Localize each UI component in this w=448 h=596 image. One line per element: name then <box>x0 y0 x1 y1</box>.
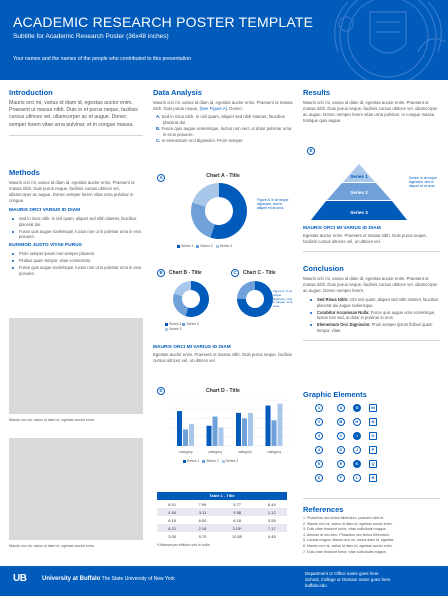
graphic-element: M <box>369 404 377 412</box>
poster-footer <box>0 566 448 596</box>
bar <box>219 428 224 446</box>
figure-marker-c: C <box>231 269 239 277</box>
methods-subheading-1: MAURIS ORCI VARIUS ID DIAM <box>9 208 81 213</box>
methods-subheading-2: EUISMOD JUSTO VITAE PURUS <box>9 243 82 249</box>
graphic-element: F <box>337 474 345 482</box>
graphic-element: 4 <box>315 446 323 454</box>
graphic-element: 1 <box>315 404 323 412</box>
chart-d-title: Chart D - Title <box>206 388 240 394</box>
legend-item: Series 1 <box>165 322 181 326</box>
graphic-elements-section <box>303 390 440 399</box>
data-analysis-text: Mauris orci mi, varius id diam id, egestas auctor enim. Praesent ut massa nibh. Duis purus neque, [See Figure A]. Donec: <box>153 100 293 111</box>
references-section <box>303 498 440 555</box>
x-tick-label: category <box>208 450 223 454</box>
data-analysis-list <box>153 114 293 144</box>
figure-marker-b: B <box>157 269 165 277</box>
chart-a-title: Chart A - Title <box>206 173 240 179</box>
methods-heading: Methods <box>9 168 40 177</box>
poster-subtitle: Subtitle for Academic Research Poster (36x48 inches) <box>13 33 169 40</box>
pyramid-tier-3: Series 3 <box>350 210 368 215</box>
table-row: 4.50 3.11 9.58 1.12 <box>157 508 287 516</box>
pie-slice <box>192 183 219 207</box>
image-caption-2: Mauris orci mi, varius id diam id, egestas auctor enim. <box>9 544 95 548</box>
legend-item: Series 1 <box>183 459 199 463</box>
introduction-heading: Introduction <box>9 88 53 97</box>
pie-slice <box>174 281 191 296</box>
references-heading: References <box>303 505 344 514</box>
image-caption-1: Mauris orci mi, varius id diam id, egestas auctor enim. <box>9 418 95 422</box>
conclusion-list <box>307 297 440 334</box>
figure-reference-link[interactable]: [See Figure A]. <box>199 106 229 111</box>
graphic-element: J <box>353 446 361 454</box>
conclusion-section <box>303 264 440 341</box>
graphic-element: 5 <box>315 460 323 468</box>
methods-section <box>9 168 143 277</box>
chart-b-legend <box>165 322 225 332</box>
conclusion-text: Mauris orci mi, varius id diam id, egestas auctor enim. Praesent ut massa nibh. Duis purus neque, facilisis cursus ultrices vel, ullamcorper ac augue. Donec semper lorem. <box>303 276 438 293</box>
poster-title: ACADEMIC RESEARCH POSTER TEMPLATE <box>13 14 314 30</box>
methods-list-1 <box>9 216 143 240</box>
list-item: 5. Lacinia magna. Mauris orci mi, varius diam id, egestas. <box>303 538 395 543</box>
chart-d-legend <box>183 459 293 463</box>
university-seal-icon <box>308 0 448 80</box>
results-heading: Results <box>303 88 331 97</box>
graphic-element: B <box>337 418 345 426</box>
table-row: 8.21 2.16 3.15* 7.17 <box>157 524 287 532</box>
bar <box>189 424 194 446</box>
chart-c-title: Chart C - Title <box>243 270 276 276</box>
chart-d-bar <box>161 398 291 456</box>
list-item: Curabitur Accumsan Nulla: Fusce quis augue urna scelerisque, luctus rum sed, ut dolor in pulvinar in eros. <box>307 310 440 322</box>
graphic-element: C <box>337 432 345 440</box>
data-analysis-section <box>153 88 293 144</box>
list-item: Finibus quam tempor, vitae consectetur. <box>9 258 143 264</box>
list-item: 2. Mauris orci mi, varius id diam id, egestas auctor enim. <box>303 521 393 526</box>
bar <box>266 406 271 446</box>
results-subheading: MAURIS ORCI MI VARIUS ID DIAM <box>303 226 381 231</box>
pie-slice <box>191 202 215 237</box>
methods-text: Mauris orci mi, varius id diam id, egestas auctor enim. Praesent ut massa nibh. Duis purus neque, facilisis cursus ultrices vel, ullamcorper ac augue. Donec semper lorem vitae urna pulvinar in congue. <box>9 180 135 203</box>
table-row: 6.15 6.00 6.18 3.55 <box>168 517 276 523</box>
graphic-element: R <box>369 474 377 482</box>
results-section <box>303 88 440 124</box>
pyramid-tier-2: Series 2 <box>350 190 368 195</box>
x-tick-label: category <box>237 450 252 454</box>
graphic-elements-heading: Graphic Elements <box>303 390 367 399</box>
graphic-element: E <box>337 460 345 468</box>
chart-a-legend <box>177 244 277 248</box>
list-item: B. Fusce quis augue scelerisque, luctus rum sed, ut dolor pulvinar urna in eros posuere. <box>156 126 292 137</box>
bar <box>242 418 247 446</box>
figure-marker-a: A <box>157 174 165 182</box>
graphic-element: 6 <box>315 474 323 482</box>
conclusion-heading: Conclusion <box>303 264 344 273</box>
graphic-element: K <box>353 460 361 468</box>
bar <box>236 413 241 446</box>
table-row: 3.00 9.70 10.50 4.45 <box>168 533 276 539</box>
graphic-element: 3 <box>315 432 323 440</box>
data-analysis-subtext: Egestas auctor enim. Praesent ut massa nibh. Duis purus neque, facilisis cursus ultrices vel, ut ultrices vel. <box>153 352 293 363</box>
graphic-element: Q <box>369 460 377 468</box>
bar <box>183 429 188 446</box>
image-placeholder-2 <box>9 438 143 540</box>
pie-slice <box>173 293 188 316</box>
chart-b-donut <box>171 279 211 319</box>
list-item: Fusce quis augue scelerisque, luctus rum ut in pulvinar urna in eros posuere. <box>9 265 143 277</box>
graphic-element: N <box>369 418 377 426</box>
introduction-text: Mauris orci mi, varius id diam id, egestas auctor enim. Praesent ut massa nibh. Duis in et purus neque, facilisis cursus ultrices vel, ullamcorper ac et augue. Donec semper lorem vitae urna pulvinar, et in congue massa. <box>9 100 138 128</box>
department-info: Department or Office name goes here School, College or Division name goes here buffalo.edu <box>305 571 391 588</box>
author-names: Your names and the names of the people who contributed to this presentation <box>13 56 192 62</box>
list-item: 1. Phasellus nec lectus bibendum, posuere nibh id. <box>303 516 385 520</box>
figure-marker-d: D <box>157 387 165 395</box>
graphic-element: L <box>353 474 361 482</box>
methods-list-2 <box>9 251 143 276</box>
list-item: 4. Aenean at nisi sem. Phasellus nec lectus bibendum. <box>303 532 390 537</box>
table-title: Table 1 - Title <box>157 492 287 500</box>
list-item: C. In elementum orci dignissim. Proin semper. <box>156 138 244 143</box>
poster-header <box>0 0 448 80</box>
graphic-element: D <box>337 446 345 454</box>
legend-item: Series 3 <box>216 244 232 248</box>
graphic-element: P <box>369 446 377 454</box>
results-text: Mauris orci mi, varius id diam id, egestas auctor enim. Praesent ut massa nibh. Duis purus neque, facilisis cursus ultrices vel, ullamcorper ac augue. Donec semper lorem vitae urna pulvinar. In congue massa tristique quis augue. <box>303 100 438 123</box>
data-analysis-heading: Data Analysis <box>153 88 202 97</box>
graphic-element: H <box>353 418 361 426</box>
x-tick-label: category <box>178 450 193 454</box>
list-item: A. Sed in risus nibh. In nisl quam, aliquet sed nibh sitamet, faucibus placerat dui. <box>156 114 285 125</box>
pyramid-tier-1: Series 1 <box>350 174 368 179</box>
data-table <box>157 492 287 540</box>
list-item: Proin semper ipsum non semper placerat. <box>9 251 143 257</box>
legend-item: Series 3 <box>222 459 238 463</box>
references-list <box>303 516 440 555</box>
chart-a-callout: Figure A: In at neque dignissim, and in aliquet mi at urna. <box>257 198 289 211</box>
list-item: Elementum Orci Dignissim: Proin semper ipsum finibus quam tempor, vitae. <box>307 322 440 334</box>
table-row: 8.01 7.99 5.77 6.44 <box>168 501 276 507</box>
graphic-element: 2 <box>315 418 323 426</box>
chart-b-title: Chart B - Title <box>169 270 202 276</box>
results-subsection <box>303 226 440 252</box>
list-item: Fusce quis augue scelerisque, luctus rum ut in pulvinar urna in eros posuere. <box>9 229 143 241</box>
list-item: Sed in risus nibh. In nisl quam, aliquet sed nibh sitamet, faucibus placerat dui. <box>9 216 143 228</box>
figure-marker-e: E <box>307 147 315 155</box>
graphic-element: G <box>353 404 361 412</box>
graphic-element: O <box>369 432 377 440</box>
results-subtext: Egestas auctor enim. Praesent ut massa nibh. Duis purus neque, facilisis cursus ultrices vel, ut ultrices vel. <box>303 233 427 244</box>
legend-item: Series 2 <box>182 322 198 326</box>
introduction-section <box>9 88 143 136</box>
legend-item: Series 1 <box>177 244 193 248</box>
list-item: 3. Duis vitae tincidunt tortor, vitae sollicitudin magna. <box>303 527 387 532</box>
list-item: 7. Duis vitae tincidunt tortor, vitae sollicitudin magna. <box>303 549 387 554</box>
chart-c-callout: Figure A: In at neque dignissim, and in aliquet mi at urna. <box>273 289 293 309</box>
results-pyramid <box>311 164 407 220</box>
bar <box>278 404 283 446</box>
pyramid-callout: Series: In at neque dignissim, and in aliquet mi at urna. <box>409 176 437 188</box>
chart-c-donut <box>235 279 275 319</box>
list-item: 6. Mauris orci mi, varius id diam id, egestas auctor enim. <box>303 543 393 548</box>
ub-logo-icon: UB <box>13 573 27 584</box>
bar <box>213 417 218 446</box>
bar <box>207 426 212 446</box>
data-analysis-subsection <box>153 345 293 364</box>
chart-a-donut <box>189 181 249 241</box>
bar <box>248 413 253 446</box>
data-analysis-subheading: MAURIS ORCI MI VARIUS ID DIAM <box>153 345 231 350</box>
pie-slice <box>237 281 255 299</box>
table-footnote: *Ullamcorper efficitur sed in nulla <box>157 543 210 547</box>
bar <box>272 420 277 446</box>
image-placeholder-1 <box>9 318 143 414</box>
legend-item: Series 3 <box>165 327 181 331</box>
graphic-elements-grid <box>315 404 435 500</box>
legend-item: Series 2 <box>202 459 218 463</box>
graphic-element: I <box>353 432 361 440</box>
university-name: University at Buffalo The State University of New York <box>42 576 175 582</box>
legend-item: Series 2 <box>196 244 212 248</box>
list-item: Sed Risus Nibh: Clm nisl quam, aliquet sed nibh sitamet, faucibus placerat dui augue scelerisque. <box>307 297 440 309</box>
x-tick-label: category <box>267 450 282 454</box>
graphic-element: A <box>337 404 345 412</box>
bar <box>177 411 182 446</box>
